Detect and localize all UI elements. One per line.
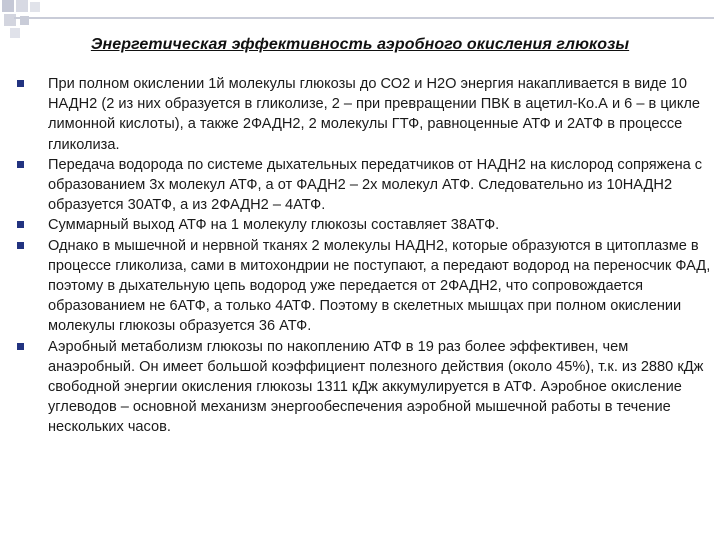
bullet-text: Однако в мышечной и нервной тканях 2 молекулы НАДН2, которые образуются в цитоплазме в процессе гликолиза, сами в митохондрии не поступают, а передают водород на переносчик ФАД, поэтому в дыхательную цепь водород уже передается от 2ФАДН2, что сопровождается образованием не 6АТФ, а только 4АТФ. Поэтому в скелетных мышцах при полном окислении молекулы глюкозы образуется 36 АТФ. [48,237,711,335]
square-bullet-icon [17,221,24,228]
header-divider [14,17,714,19]
square-bullet-icon [17,161,24,168]
slide-title: Энергетическая эффективность аэробного окисления глюкозы [90,36,630,53]
bullet-text: Передача водорода по системе дыхательных передатчиков от НАДН2 на кислород сопряжена с образованием 3х молекул АТФ, а от ФАДН2 – 2х молекул АТФ. Следовательно из 10НАДН2 образуется 30АТФ, а из 2ФАДН2 – 4АТФ. [48,156,703,214]
bullet-item [17,337,717,438]
bullet-text: Суммарный выход АТФ на 1 молекулу глюкозы составляет 38АТФ. [48,217,500,234]
bullet-text: При полном окислении 1й молекулы глюкозы до СО2 и Н2О энергия накапливается в виде 10 НАДН2 (2 из них образуется в гликолизе, 2 – при превращении ПВК в ацетил-Ко.А и 6 – в цикле лимонной кислоты), а также 2ФАДН2, 2 молекулы ГТФ, равноценные АТФ и 2АТФ в процессе гликолиза. [48,76,701,153]
bullet-item [17,155,717,216]
square-bullet-icon [17,80,24,87]
bullet-list [17,74,717,438]
square-bullet-icon [17,343,24,350]
bullet-item [17,215,717,235]
bullet-item [17,74,717,155]
bullet-item [17,236,717,337]
bullet-text: Аэробный метаболизм глюкозы по накоплению АТФ в 19 раз более эффективен, чем анаэробный. Он имеет большой коэффициент полезного действия (около 45%), т.к. из 2880 кДж свободной энергии окисления глюкозы 1311 кДж аккумулируется в АТФ. Аэробное окисление углеводов – основной механизм энергообеспечения аэробной мышечной работы в течение нескольких часов. [48,338,704,436]
square-bullet-icon [17,242,24,249]
